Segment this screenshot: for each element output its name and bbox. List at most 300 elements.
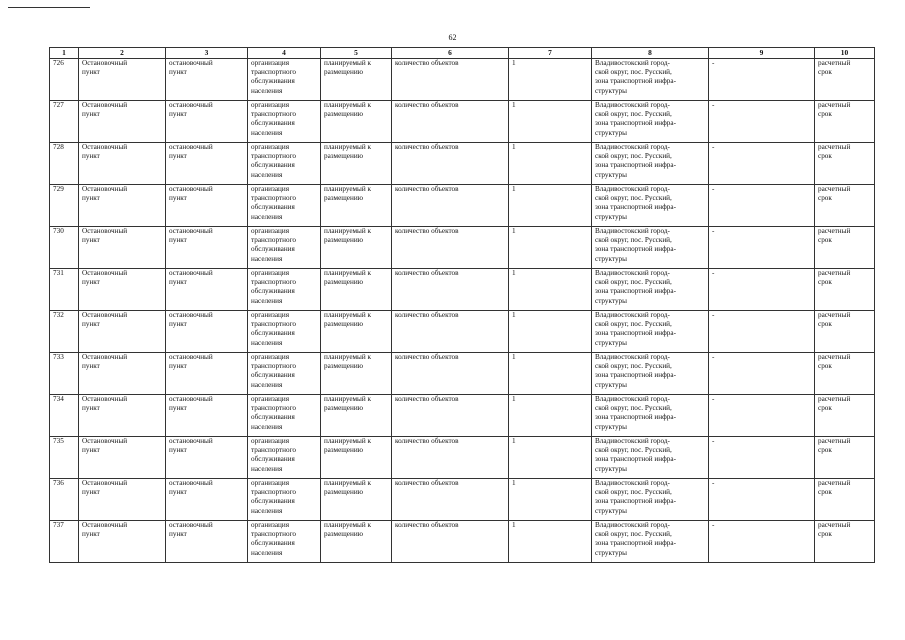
object-name-cell (79, 185, 166, 227)
cell-line: Владивостокский город- (595, 437, 670, 445)
cell-line: зона транспортной инфра- (595, 329, 676, 338)
cell-line: 1 (512, 227, 516, 235)
cell-line: планируемый к (324, 437, 372, 445)
location-cell (592, 59, 709, 101)
cell-line: обслуживания (251, 329, 295, 338)
cell-line: - (712, 227, 715, 235)
object-name-cell (79, 479, 166, 521)
cell-line: Остановочный (82, 437, 128, 445)
zone-cell (709, 437, 815, 479)
purpose-cell (248, 185, 321, 227)
cell-line: - (712, 395, 715, 403)
value-cell (509, 311, 592, 353)
object-type-cell (166, 269, 248, 311)
cell-line: остановочный (169, 311, 213, 319)
cell-line: количество объектов (395, 143, 459, 151)
cell-line: зона транспортной инфра- (595, 77, 676, 86)
indicator-cell (392, 437, 509, 479)
status-cell (321, 143, 392, 185)
cell-line: количество объектов (395, 227, 459, 235)
cell-line: зона транспортной инфра- (595, 161, 676, 170)
cell-line: транспортного (251, 110, 296, 119)
cell-line: пункт (169, 362, 187, 371)
cell-line: - (712, 521, 715, 529)
cell-line: структуры (595, 296, 627, 305)
cell-line: транспортного (251, 488, 296, 497)
row-number-cell: 735 (50, 437, 79, 479)
zone-cell (709, 227, 815, 269)
cell-line: планируемый к (324, 59, 372, 67)
location-cell (592, 479, 709, 521)
cell-line: пункт (82, 152, 100, 161)
object-name-cell (79, 59, 166, 101)
column-header: 5 (321, 48, 392, 59)
location-cell (592, 269, 709, 311)
value-cell (509, 269, 592, 311)
cell-line: Остановочный (82, 311, 128, 319)
cell-line: ской округ, пос. Русский, (595, 320, 672, 329)
status-cell (321, 479, 392, 521)
cell-line: остановочный (169, 353, 213, 361)
cell-line: структуры (595, 86, 627, 95)
term-cell (815, 227, 875, 269)
purpose-cell (248, 395, 321, 437)
cell-line: ской округ, пос. Русский, (595, 68, 672, 77)
value-cell (509, 479, 592, 521)
cell-line: транспортного (251, 320, 296, 329)
cell-line: количество объектов (395, 437, 459, 445)
cell-line: обслуживания (251, 287, 295, 296)
object-name-cell (79, 521, 166, 563)
cell-line: населения (251, 380, 283, 389)
object-name-cell (79, 353, 166, 395)
value-cell (509, 143, 592, 185)
object-type-cell (166, 521, 248, 563)
cell-line: Владивостокский город- (595, 143, 670, 151)
table-row (50, 479, 875, 521)
indicator-cell (392, 101, 509, 143)
term-cell (815, 479, 875, 521)
table-row (50, 185, 875, 227)
cell-line: планируемый к (324, 269, 372, 277)
row-number-cell: 737 (50, 521, 79, 563)
cell-line: ской округ, пос. Русский, (595, 530, 672, 539)
term-cell (815, 143, 875, 185)
cell-line: организация (251, 143, 290, 151)
cell-line: 1 (512, 143, 516, 151)
object-name-cell (79, 269, 166, 311)
status-cell (321, 521, 392, 563)
table-row (50, 227, 875, 269)
location-cell (592, 101, 709, 143)
table-row (50, 59, 875, 101)
cell-line: расчетный (818, 311, 851, 319)
cell-line: Остановочный (82, 269, 128, 277)
object-type-cell (166, 143, 248, 185)
cell-line: расчетный (818, 479, 851, 487)
cell-line: пункт (82, 194, 100, 203)
cell-line: остановочный (169, 143, 213, 151)
cell-line: размещению (324, 68, 364, 77)
cell-line: Остановочный (82, 395, 128, 403)
object-type-cell (166, 311, 248, 353)
cell-line: обслуживания (251, 413, 295, 422)
cell-line: остановочный (169, 59, 213, 67)
cell-line: 1 (512, 521, 516, 529)
table-row (50, 353, 875, 395)
column-header: 1 (50, 48, 79, 59)
cell-line: Владивостокский город- (595, 395, 670, 403)
cell-line: остановочный (169, 269, 213, 277)
cell-line: Остановочный (82, 353, 128, 361)
cell-line: транспортного (251, 152, 296, 161)
cell-line: структуры (595, 380, 627, 389)
object-name-cell (79, 101, 166, 143)
purpose-cell (248, 353, 321, 395)
column-header: 8 (592, 48, 709, 59)
indicator-cell (392, 311, 509, 353)
cell-line: транспортного (251, 362, 296, 371)
cell-line: пункт (82, 68, 100, 77)
cell-line: обслуживания (251, 119, 295, 128)
cell-line: размещению (324, 362, 364, 371)
cell-line: ской округ, пос. Русский, (595, 236, 672, 245)
cell-line: обслуживания (251, 77, 295, 86)
cell-line: пункт (169, 404, 187, 413)
cell-line: размещению (324, 320, 364, 329)
term-cell (815, 353, 875, 395)
cell-line: срок (818, 530, 832, 539)
location-cell (592, 521, 709, 563)
cell-line: расчетный (818, 185, 851, 193)
table-row (50, 101, 875, 143)
cell-line: пункт (169, 320, 187, 329)
cell-line: ской округ, пос. Русский, (595, 278, 672, 287)
cell-line: обслуживания (251, 497, 295, 506)
cell-line: срок (818, 236, 832, 245)
cell-line: Владивостокский город- (595, 59, 670, 67)
cell-line: пункт (82, 488, 100, 497)
purpose-cell (248, 521, 321, 563)
cell-line: пункт (82, 110, 100, 119)
cell-line: структуры (595, 464, 627, 473)
cell-line: Владивостокский город- (595, 353, 670, 361)
location-cell (592, 227, 709, 269)
purpose-cell (248, 311, 321, 353)
cell-line: срок (818, 320, 832, 329)
cell-line: размещению (324, 236, 364, 245)
cell-line: расчетный (818, 395, 851, 403)
cell-line: - (712, 353, 715, 361)
cell-line: расчетный (818, 269, 851, 277)
cell-line: организация (251, 59, 290, 67)
zone-cell (709, 521, 815, 563)
cell-line: - (712, 101, 715, 109)
purpose-cell (248, 479, 321, 521)
cell-line: планируемый к (324, 521, 372, 529)
cell-line: размещению (324, 404, 364, 413)
purpose-cell (248, 101, 321, 143)
cell-line: 1 (512, 101, 516, 109)
cell-line: организация (251, 227, 290, 235)
column-header: 7 (509, 48, 592, 59)
cell-line: 1 (512, 269, 516, 277)
cell-line: пункт (169, 446, 187, 455)
cell-line: организация (251, 185, 290, 193)
status-cell (321, 311, 392, 353)
purpose-cell (248, 437, 321, 479)
cell-line: срок (818, 152, 832, 161)
cell-line: расчетный (818, 353, 851, 361)
cell-line: 1 (512, 353, 516, 361)
cell-line: пункт (82, 530, 100, 539)
cell-line: - (712, 59, 715, 67)
cell-line: зона транспортной инфра- (595, 203, 676, 212)
cell-line: расчетный (818, 101, 851, 109)
cell-line: структуры (595, 212, 627, 221)
cell-line: планируемый к (324, 479, 372, 487)
table-header-row (50, 48, 875, 59)
cell-line: расчетный (818, 59, 851, 67)
purpose-cell (248, 59, 321, 101)
cell-line: населения (251, 170, 283, 179)
cell-line: Владивостокский город- (595, 185, 670, 193)
page-number: 62 (448, 33, 457, 42)
zone-cell (709, 311, 815, 353)
row-number-cell: 734 (50, 395, 79, 437)
cell-line: Остановочный (82, 101, 128, 109)
value-cell (509, 353, 592, 395)
cell-line: расчетный (818, 437, 851, 445)
cell-line: планируемый к (324, 395, 372, 403)
row-number-cell: 731 (50, 269, 79, 311)
zone-cell (709, 269, 815, 311)
zone-cell (709, 59, 815, 101)
term-cell (815, 185, 875, 227)
cell-line: пункт (169, 488, 187, 497)
cell-line: 1 (512, 437, 516, 445)
cell-line: населения (251, 86, 283, 95)
cell-line: ской округ, пос. Русский, (595, 110, 672, 119)
cell-line: пункт (169, 110, 187, 119)
cell-line: количество объектов (395, 353, 459, 361)
object-type-cell (166, 185, 248, 227)
object-type-cell (166, 395, 248, 437)
cell-line: остановочный (169, 437, 213, 445)
cell-line: населения (251, 422, 283, 431)
purpose-cell (248, 143, 321, 185)
cell-line: 1 (512, 59, 516, 67)
indicator-cell (392, 59, 509, 101)
table-row (50, 395, 875, 437)
cell-line: структуры (595, 128, 627, 137)
column-header: 6 (392, 48, 509, 59)
cell-line: транспортного (251, 404, 296, 413)
cell-line: зона транспортной инфра- (595, 455, 676, 464)
cell-line: 1 (512, 395, 516, 403)
cell-line: срок (818, 362, 832, 371)
value-cell (509, 227, 592, 269)
cell-line: зона транспортной инфра- (595, 119, 676, 128)
cell-line: пункт (82, 404, 100, 413)
status-cell (321, 185, 392, 227)
cell-line: зона транспортной инфра- (595, 245, 676, 254)
cell-line: Остановочный (82, 479, 128, 487)
cell-line: остановочный (169, 479, 213, 487)
cell-line: пункт (82, 320, 100, 329)
location-cell (592, 353, 709, 395)
status-cell (321, 437, 392, 479)
cell-line: количество объектов (395, 59, 459, 67)
row-number-cell: 730 (50, 227, 79, 269)
indicator-cell (392, 353, 509, 395)
status-cell (321, 269, 392, 311)
zone-cell (709, 479, 815, 521)
object-type-cell (166, 479, 248, 521)
cell-line: зона транспортной инфра- (595, 539, 676, 548)
header-rule (8, 7, 90, 8)
cell-line: размещению (324, 152, 364, 161)
cell-line: Остановочный (82, 59, 128, 67)
cell-line: обслуживания (251, 161, 295, 170)
cell-line: - (712, 185, 715, 193)
cell-line: планируемый к (324, 101, 372, 109)
cell-line: срок (818, 194, 832, 203)
cell-line: размещению (324, 110, 364, 119)
value-cell (509, 395, 592, 437)
cell-line: организация (251, 311, 290, 319)
term-cell (815, 395, 875, 437)
cell-line: организация (251, 479, 290, 487)
cell-line: - (712, 437, 715, 445)
cell-line: количество объектов (395, 479, 459, 487)
cell-line: структуры (595, 548, 627, 557)
cell-line: срок (818, 404, 832, 413)
cell-line: планируемый к (324, 311, 372, 319)
cell-line: зона транспортной инфра- (595, 371, 676, 380)
cell-line: размещению (324, 530, 364, 539)
cell-line: организация (251, 353, 290, 361)
cell-line: остановочный (169, 227, 213, 235)
term-cell (815, 59, 875, 101)
zone-cell (709, 353, 815, 395)
cell-line: населения (251, 464, 283, 473)
indicator-cell (392, 227, 509, 269)
cell-line: населения (251, 128, 283, 137)
cell-line: количество объектов (395, 395, 459, 403)
location-cell (592, 311, 709, 353)
cell-line: пункт (169, 530, 187, 539)
cell-line: пункт (82, 278, 100, 287)
cell-line: обслуживания (251, 371, 295, 380)
term-cell (815, 311, 875, 353)
cell-line: населения (251, 296, 283, 305)
cell-line: организация (251, 101, 290, 109)
cell-line: Владивостокский город- (595, 227, 670, 235)
cell-line: срок (818, 446, 832, 455)
column-header: 4 (248, 48, 321, 59)
cell-line: пункт (82, 446, 100, 455)
object-name-cell (79, 227, 166, 269)
cell-line: обслуживания (251, 203, 295, 212)
value-cell (509, 59, 592, 101)
cell-line: остановочный (169, 101, 213, 109)
value-cell (509, 521, 592, 563)
cell-line: структуры (595, 170, 627, 179)
status-cell (321, 59, 392, 101)
cell-line: населения (251, 254, 283, 263)
cell-line: транспортного (251, 278, 296, 287)
row-number-cell: 733 (50, 353, 79, 395)
cell-line: ской округ, пос. Русский, (595, 488, 672, 497)
cell-line: структуры (595, 506, 627, 515)
object-type-cell (166, 353, 248, 395)
cell-line: размещению (324, 446, 364, 455)
row-number-cell: 727 (50, 101, 79, 143)
cell-line: - (712, 143, 715, 151)
object-type-cell (166, 59, 248, 101)
column-header: 9 (709, 48, 815, 59)
cell-line: организация (251, 395, 290, 403)
cell-line: ской округ, пос. Русский, (595, 446, 672, 455)
term-cell (815, 437, 875, 479)
object-name-cell (79, 437, 166, 479)
cell-line: количество объектов (395, 185, 459, 193)
cell-line: количество объектов (395, 101, 459, 109)
cell-line: размещению (324, 488, 364, 497)
cell-line: населения (251, 506, 283, 515)
cell-line: пункт (82, 236, 100, 245)
cell-line: транспортного (251, 236, 296, 245)
table-body (50, 59, 875, 563)
cell-line: 1 (512, 479, 516, 487)
object-type-cell (166, 437, 248, 479)
document-table (49, 47, 875, 563)
cell-line: транспортного (251, 530, 296, 539)
cell-line: планируемый к (324, 185, 372, 193)
cell-line: планируемый к (324, 143, 372, 151)
cell-line: срок (818, 278, 832, 287)
zone-cell (709, 395, 815, 437)
row-number-cell: 736 (50, 479, 79, 521)
table-row (50, 143, 875, 185)
indicator-cell (392, 185, 509, 227)
table-row (50, 521, 875, 563)
cell-line: 1 (512, 185, 516, 193)
status-cell (321, 353, 392, 395)
cell-line: Владивостокский город- (595, 311, 670, 319)
status-cell (321, 395, 392, 437)
cell-line: пункт (169, 68, 187, 77)
cell-line: Владивостокский город- (595, 479, 670, 487)
cell-line: пункт (169, 278, 187, 287)
cell-line: - (712, 269, 715, 277)
cell-line: Остановочный (82, 521, 128, 529)
cell-line: ской округ, пос. Русский, (595, 404, 672, 413)
status-cell (321, 101, 392, 143)
indicator-cell (392, 143, 509, 185)
cell-line: расчетный (818, 227, 851, 235)
object-name-cell (79, 395, 166, 437)
cell-line: остановочный (169, 185, 213, 193)
table-row (50, 269, 875, 311)
cell-line: пункт (169, 236, 187, 245)
object-type-cell (166, 101, 248, 143)
indicator-cell (392, 395, 509, 437)
value-cell (509, 101, 592, 143)
cell-line: обслуживания (251, 245, 295, 254)
column-header: 3 (166, 48, 248, 59)
